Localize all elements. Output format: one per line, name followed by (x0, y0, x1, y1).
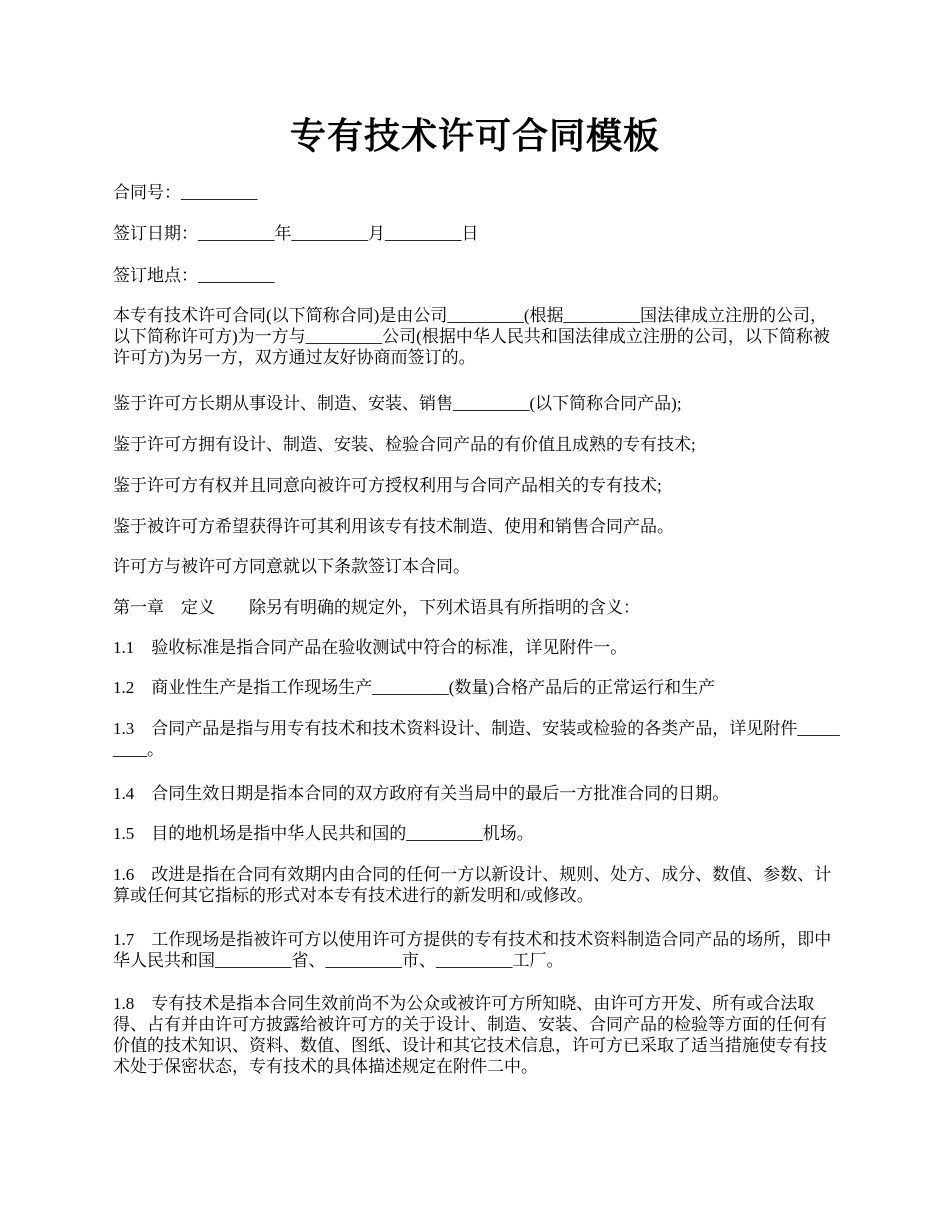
recital-paragraph: 鉴于许可方拥有设计、制造、安装、检验合同产品的有价值且成熟的专有技术; (113, 435, 696, 454)
recital-paragraph: 鉴于被许可方希望获得许可其利用该专有技术制造、使用和销售合同产品。 (113, 517, 674, 536)
recital-paragraph: 鉴于许可方长期从事设计、制造、安装、销售_________(以下简称合同产品); (113, 394, 682, 413)
clause-paragraph: 1.2 商业性生产是指工作现场生产_________(数量)合格产品后的正常运行和生产 (113, 678, 716, 697)
preamble-paragraph: 本专有技术许可合同(以下简称合同)是由公司_________(根据_________国法律成立注册的公司，以下简称许可方)为一方与_________公司(根据中华人民共和国法律成立注册的公司，以下简称被许可方)为另一方，双方通过友好协商而签订的。 (113, 306, 830, 367)
document-title: 专有技术许可合同模板 (289, 116, 660, 156)
agreement-paragraph: 许可方与被许可方同意就以下条款签订本合同。 (113, 557, 470, 576)
clause-paragraph: 1.6 改进是指在合同有效期内由合同的任何一方以新设计、规则、处方、成分、数值、参数、计算或任何其它指标的形式对本专有技术进行的新发明和/或修改。 (113, 865, 832, 905)
contract-number-line: 合同号：_________ (113, 183, 258, 202)
signing-place-line: 签订地点：_________ (113, 266, 275, 285)
recital-paragraph: 鉴于许可方有权并且同意向被许可方授权利用与合同产品相关的专有技术; (113, 476, 662, 495)
chapter-heading: 第一章 定义 除另有明确的规定外，下列术语具有所指明的含义： (113, 598, 640, 617)
signing-date-line: 签订日期：_________年_________月_________日 (113, 224, 479, 243)
clause-paragraph: 1.5 目的地机场是指中华人民共和国的_________机场。 (113, 824, 534, 843)
clause-paragraph: 1.3 合同产品是指与用专有技术和技术资料设计、制造、安装或检验的各类产品，详见附件_________。 (113, 719, 840, 759)
clause-paragraph: 1.1 验收标准是指合同产品在验收测试中符合的标准，详见附件一。 (113, 638, 628, 657)
clause-paragraph: 1.8 专有技术是指本合同生效前尚不为公众或被许可方所知晓、由许可方开发、所有或合法取得、占有并由许可方披露给被许可方的关于设计、制造、安装、合同产品的检验等方面的任何有价值的技术知识、资料、数值、图纸、设计和其它技术信息，许可方已采取了适当措施使专有技术处于保密状态，专有技术的具体描述规定在附件二中。 (113, 994, 827, 1076)
clause-paragraph: 1.7 工作现场是指被许可方以使用许可方提供的专有技术和技术资料制造合同产品的场所，即中华人民共和国_________省、_________市、_________工厂。 (113, 930, 832, 970)
clause-paragraph: 1.4 合同生效日期是指本合同的双方政府有关当局中的最后一方批准合同的日期。 (113, 784, 730, 803)
